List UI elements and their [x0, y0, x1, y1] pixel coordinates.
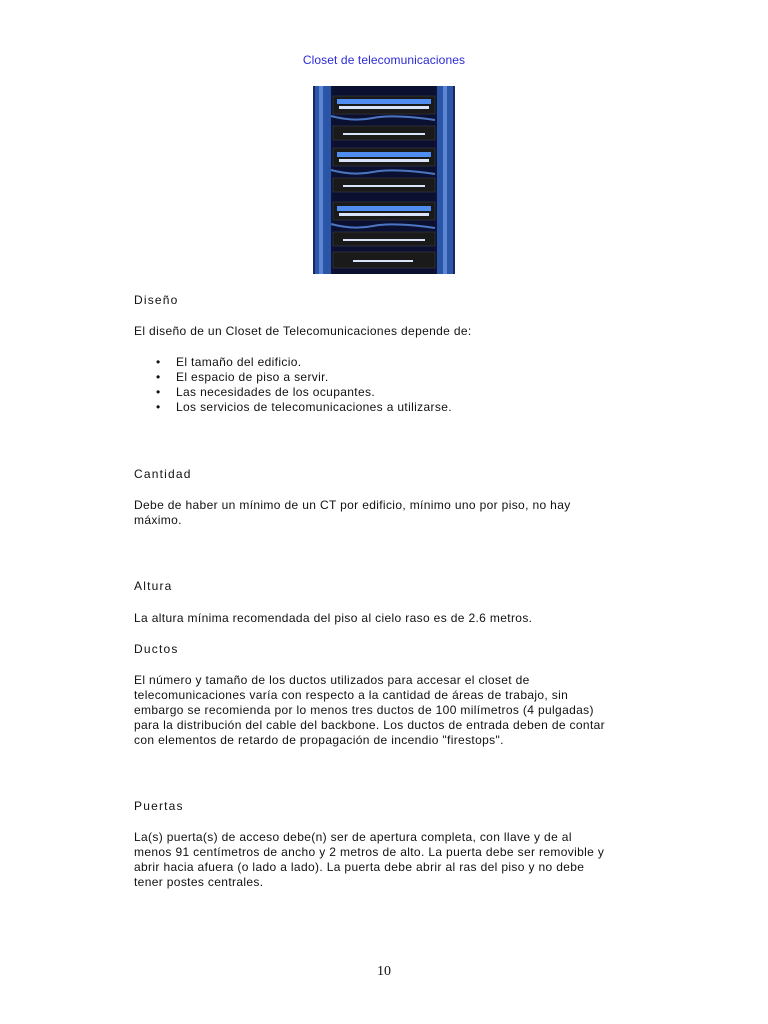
server-rack-photo — [313, 86, 455, 274]
section-heading-altura: Altura — [134, 579, 173, 593]
list-item — [134, 400, 634, 415]
section-heading-diseno: Diseño — [134, 293, 179, 307]
text-line: telecomunicaciones varía con respecto a la cantidad de áreas de trabajo, sin — [134, 688, 569, 702]
diseno-intro: El diseño de un Closet de Telecomunicaciones depende de: — [134, 324, 472, 338]
section-heading-cantidad: Cantidad — [134, 467, 192, 481]
cantidad-paragraph — [134, 498, 644, 528]
puertas-paragraph — [134, 830, 654, 890]
ductos-paragraph — [134, 673, 654, 748]
list-item-text: El tamaño del edificio. — [176, 355, 302, 369]
text-line: máximo. — [134, 513, 182, 527]
list-item-text: Los servicios de telecomunicaciones a utilizarse. — [176, 400, 452, 414]
text-line: La altura mínima recomendada del piso al cielo raso es de 2.6 metros. — [134, 611, 533, 625]
bullet-icon: • — [156, 400, 161, 414]
list-item — [134, 355, 634, 370]
server-rack-image — [313, 86, 455, 274]
bullet-icon: • — [156, 370, 161, 384]
page-title: Closet de telecomunicaciones — [302, 53, 466, 67]
bullet-icon: • — [156, 355, 161, 369]
text-line: tener postes centrales. — [134, 875, 264, 889]
text-line: El número y tamaño de los ductos utilizados para accesar el closet de — [134, 673, 530, 687]
section-heading-puertas: Puertas — [134, 799, 184, 813]
bullet-icon: • — [156, 385, 161, 399]
diseno-bullet-list — [134, 355, 634, 415]
list-item — [134, 370, 634, 385]
text-line: abrir hacia afuera (o lado a lado). La puerta debe abrir al ras del piso y no debe — [134, 860, 585, 874]
text-line: para la distribución del cable del backbone. Los ductos de entrada deben de contar — [134, 718, 606, 732]
text-line: La(s) puerta(s) de acceso debe(n) ser de apertura completa, con llave y de al — [134, 830, 572, 844]
list-item-text: Las necesidades de los ocupantes. — [176, 385, 376, 399]
text-line: menos 91 centímetros de ancho y 2 metros de alto. La puerta debe ser removible y — [134, 845, 605, 859]
section-heading-ductos: Ductos — [134, 642, 179, 656]
altura-paragraph — [134, 611, 644, 626]
text-line: Debe de haber un mínimo de un CT por edificio, mínimo uno por piso, no hay — [134, 498, 571, 512]
list-item-text: El espacio de piso a servir. — [176, 370, 329, 384]
text-line: embargo se recomienda por lo menos tres ductos de 100 milímetros (4 pulgadas) — [134, 703, 594, 717]
page-number: 10 — [377, 964, 391, 979]
list-item — [134, 385, 634, 400]
text-line: con elementos de retardo de propagación de incendio "firestops". — [134, 733, 504, 747]
